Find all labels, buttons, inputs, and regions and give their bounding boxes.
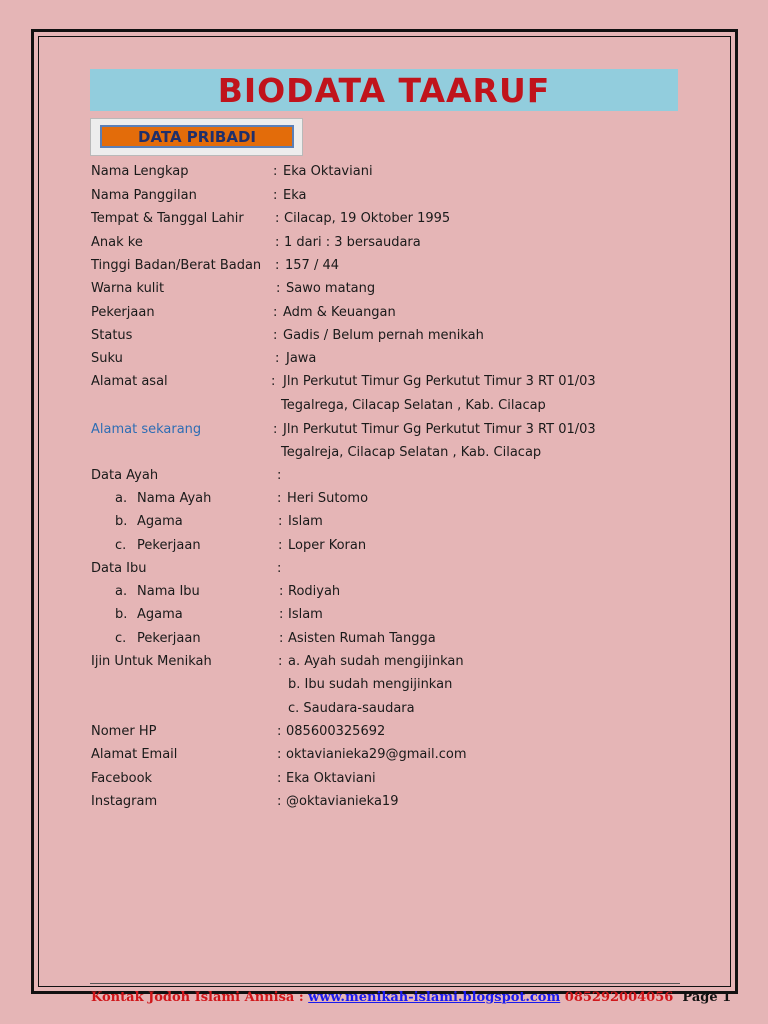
field-value: Eka Oktaviani [283,164,373,179]
field-label [115,605,183,625]
field-label [91,769,152,789]
field-value: Jln Perkutut Timur Gg Perkutut Timur 3 RT 01/03 [283,422,596,437]
field-label-text: Agama [137,607,183,622]
field-row [0,279,768,299]
field-value: Tegalreja, Cilacap Selatan , Kab. Cilacap [281,445,542,460]
section-header [100,125,294,148]
field-value: Heri Sutomo [287,491,369,506]
field-value: a. Ayah sudah mengijinkan [288,654,464,669]
field-label [91,372,168,392]
field-separator: : [271,374,276,389]
list-marker: b. [115,607,128,622]
field-row [0,443,768,463]
field-separator: : [277,561,282,576]
field-row [0,536,768,556]
field-label [91,722,156,742]
field-label [115,629,201,649]
field-separator: : [277,747,282,762]
field-label [115,536,201,556]
field-value: Islam [288,607,323,622]
field-label-text: Data Ibu [91,561,147,576]
field-label-text: Alamat Email [91,747,178,762]
field-separator: : [277,794,282,809]
field-value: c. Saudara-saudara [288,701,415,716]
field-row [0,420,768,440]
field-label-text: Pekerjaan [137,631,201,646]
field-value: Jawa [286,351,317,366]
field-value: Tegalrega, Cilacap Selatan , Kab. Cilacap [281,398,546,413]
field-row [0,792,768,812]
field-row [0,233,768,253]
field-label-text: Pekerjaan [137,538,201,553]
field-row [0,512,768,532]
field-separator: : [273,328,278,343]
field-separator: : [273,305,278,320]
list-marker: a. [115,584,128,599]
field-row [0,629,768,649]
field-label-text: Alamat asal [91,374,168,389]
field-row [0,303,768,323]
field-label [91,256,261,276]
field-label-text: Nama Ayah [137,491,212,506]
field-label-text: Instagram [91,794,158,809]
field-label-text: Nama Panggilan [91,188,197,203]
footer-page-number [673,990,731,1005]
field-row [0,209,768,229]
field-value: Jln Perkutut Timur Gg Perkutut Timur 3 RT 01/03 [283,374,596,389]
field-separator: : [278,654,283,669]
list-marker: c. [115,631,127,646]
field-label [115,512,183,532]
field-row [0,745,768,765]
field-row [0,256,768,276]
field-separator: : [277,468,282,483]
field-label [91,233,143,253]
field-label-text: Nama Ibu [137,584,200,599]
field-separator: : [277,771,282,786]
field-value: Asisten Rumah Tangga [288,631,436,646]
field-label [91,186,197,206]
document-title: BIODATA TAARUF [217,70,551,110]
field-value: Rodiyah [288,584,341,599]
field-row [0,582,768,602]
field-row [0,372,768,392]
field-value: 1 dari : 3 bersaudara [284,235,421,250]
field-value: oktavianieka29@gmail.com [286,747,467,762]
field-label-text: Pekerjaan [91,305,155,320]
field-value: 085600325692 [286,724,386,739]
field-separator: : [273,164,278,179]
section-label: DATA PRIBADI [138,127,256,146]
field-label-text: Suku [91,351,123,366]
field-label [91,303,155,323]
field-separator: : [278,538,283,553]
field-label [91,745,177,765]
field-row [0,722,768,742]
field-row [0,162,768,182]
field-label-text: Nama Lengkap [91,164,189,179]
field-separator: : [279,584,284,599]
field-label [91,559,147,579]
field-row [0,326,768,346]
footer-divider [90,983,680,984]
field-separator: : [278,514,283,529]
field-separator: : [277,491,282,506]
field-label [91,466,158,486]
field-label [91,652,212,672]
list-marker: b. [115,514,128,529]
field-value: Eka Oktaviani [286,771,376,786]
field-row [0,349,768,369]
field-row [0,769,768,789]
field-separator: : [275,351,280,366]
field-separator: : [273,188,278,203]
page-number-text: Page 1 [682,990,732,1005]
field-label-text: Agama [137,514,183,529]
field-row [0,699,768,719]
field-label [91,326,132,346]
field-label-text: Tempat & Tanggal Lahir [91,211,244,226]
footer-website-link[interactable]: www.menikah-islami.blogspot.com [308,990,561,1005]
field-label-text: Data Ayah [91,468,159,483]
field-row [0,396,768,416]
footer-phone: 085292004056 [560,990,674,1005]
field-label-text: Nomer HP [91,724,157,739]
field-value: Loper Koran [288,538,367,553]
field-value: Adm & Keuangan [283,305,396,320]
field-row [0,466,768,486]
field-value: Cilacap, 19 Oktober 1995 [284,211,451,226]
field-separator: : [277,724,282,739]
field-label-text: Alamat sekarang [91,422,202,437]
field-row [0,605,768,625]
field-separator: : [275,258,280,273]
field-label [91,209,244,229]
field-label [91,792,157,812]
field-value: b. Ibu sudah mengijinkan [288,677,453,692]
list-marker: a. [115,491,128,506]
field-label [91,420,201,440]
field-row [0,559,768,579]
field-label-text: Ijin Untuk Menikah [91,654,212,669]
field-label [115,489,211,509]
title-banner [90,69,678,111]
field-value: 157 / 44 [285,258,339,273]
field-label-text: Tinggi Badan/Berat Badan [91,258,262,273]
section-header-box [90,118,303,156]
field-value: @oktavianieka19 [286,794,399,809]
footer-contact-label: Kontak Jodoh Islami Annisa : [91,990,309,1005]
field-separator: : [276,281,281,296]
field-separator: : [275,235,280,250]
field-row [0,489,768,509]
field-separator: : [279,607,284,622]
field-value: Gadis / Belum pernah menikah [283,328,484,343]
field-value: Sawo matang [286,281,376,296]
field-label [91,349,123,369]
field-row [0,675,768,695]
field-separator: : [279,631,284,646]
field-row [0,186,768,206]
field-label [91,162,188,182]
field-label-text: Status [91,328,133,343]
field-separator: : [275,211,280,226]
list-marker: c. [115,538,127,553]
field-label-text: Facebook [91,771,153,786]
field-value: Eka [283,188,307,203]
field-label [91,279,164,299]
field-row [0,652,768,672]
field-label [115,582,200,602]
field-label-text: Warna kulit [91,281,165,296]
footer [91,990,731,1005]
field-separator: : [273,422,278,437]
field-value: Islam [288,514,323,529]
field-label-text: Anak ke [91,235,143,250]
